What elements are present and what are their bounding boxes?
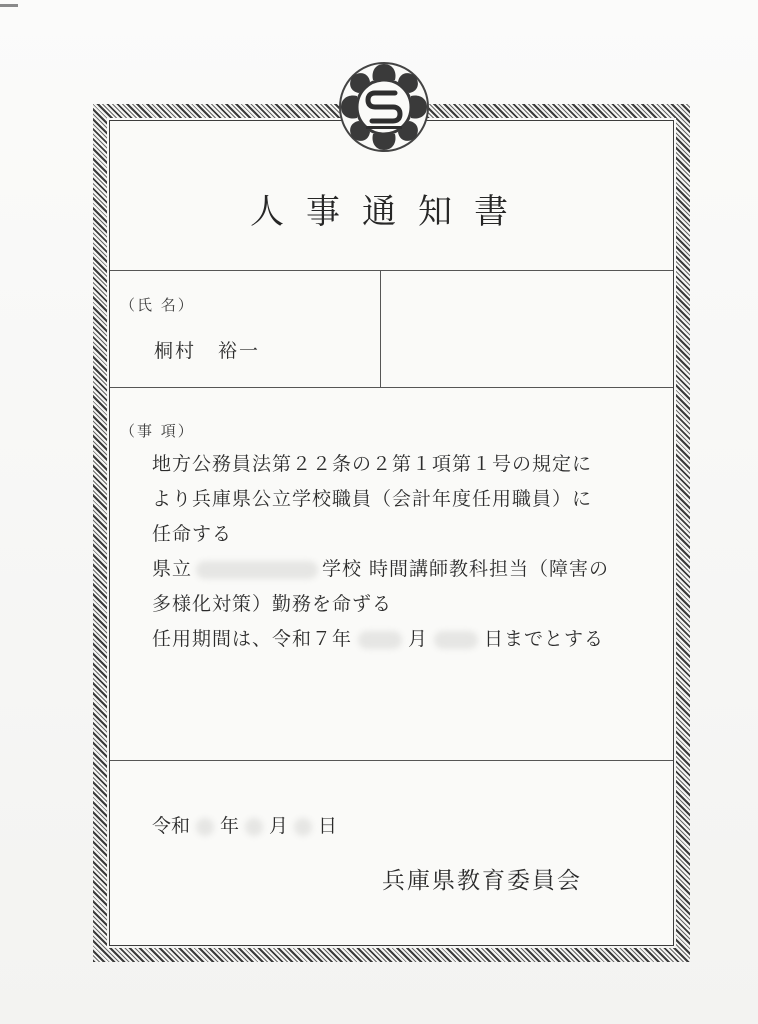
recipient-given-name: 裕一 xyxy=(218,340,261,362)
redacted-month xyxy=(245,818,263,836)
date-day-unit: 日 xyxy=(318,815,338,837)
divider-line xyxy=(110,760,673,761)
date-year-unit: 年 xyxy=(220,815,240,837)
body-line: より兵庫県公立学校職員（会計年度任用職員）に xyxy=(152,488,593,510)
issue-date xyxy=(152,811,337,838)
redacted-year xyxy=(196,818,214,836)
divider-line xyxy=(110,387,673,388)
body-line xyxy=(152,622,642,657)
issuer-name: 兵庫県教育委員会 xyxy=(382,868,582,894)
body-line: 地方公務員法第２２条の２第１項第１号の規定に xyxy=(152,453,593,475)
document-title: 人事通知書 xyxy=(250,192,530,232)
date-era: 令和 xyxy=(152,815,191,837)
body-line-part: 県立 xyxy=(152,558,193,580)
body-line-part: 学校 時間講師教科担当（障害の xyxy=(322,558,610,580)
body-line-part: 日までとする xyxy=(484,628,605,650)
scan-corner-mark xyxy=(0,4,18,7)
body-line xyxy=(152,552,642,587)
body-line: 多様化対策）勤務を命ずる xyxy=(152,593,393,615)
name-label: （氏 名） xyxy=(120,296,195,314)
redacted-day xyxy=(434,631,478,649)
recipient-name xyxy=(154,336,260,363)
body-line: 任命する xyxy=(152,523,233,545)
matter-label: （事 項） xyxy=(120,422,195,440)
body-line-part: 月 xyxy=(408,628,429,650)
prefecture-emblem-icon xyxy=(337,60,431,154)
divider-line xyxy=(110,270,673,271)
matter-body xyxy=(152,447,642,657)
name-cell-divider xyxy=(380,270,381,387)
redacted-school-name xyxy=(196,561,318,579)
body-line-part: 任用期間は、令和７年 xyxy=(152,628,353,650)
recipient-family-name: 桐村 xyxy=(154,340,197,362)
redacted-month xyxy=(358,631,402,649)
redacted-day xyxy=(294,818,312,836)
date-month-unit: 月 xyxy=(269,815,289,837)
